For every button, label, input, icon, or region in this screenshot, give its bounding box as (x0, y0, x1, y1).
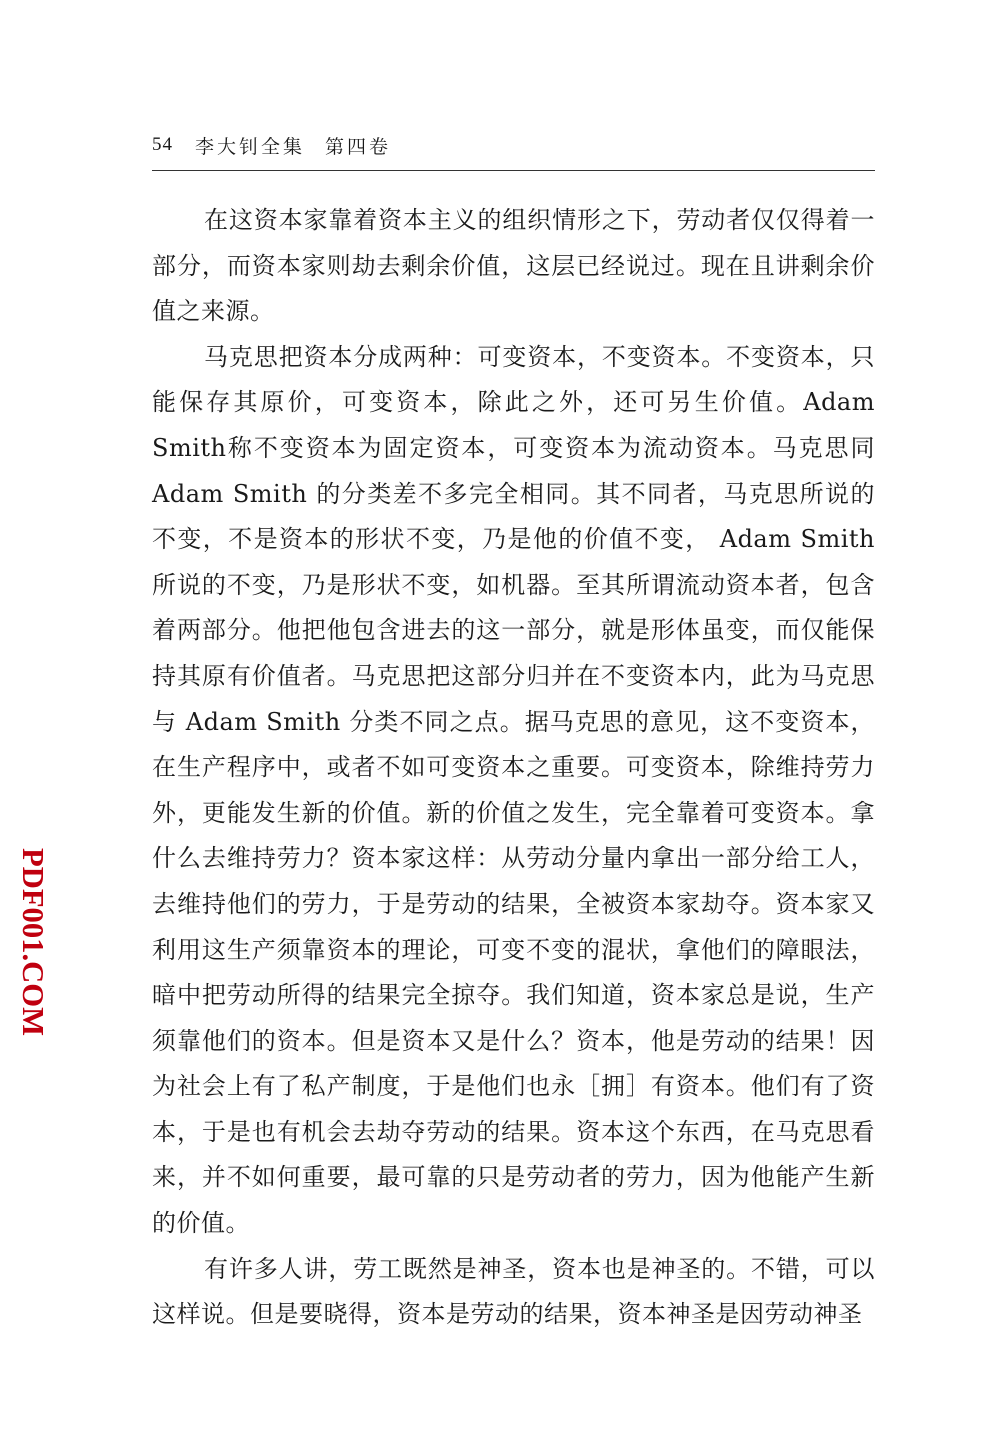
page-number: 54 (152, 134, 173, 155)
running-header (152, 128, 875, 162)
paragraph: 在这资本家靠着资本主义的组织情形之下，劳动者仅仅得着一部分，而资本家则劫去剩余价值，这层已经说过。现在且讲剩余价值之来源。 (152, 206, 875, 326)
body-text (152, 198, 875, 1338)
paragraph: 马克思把资本分成两种：可变资本，不变资本。不变资本，只能保存其原价，可变资本，除此之外，还可另生价值。Adam Smith称不变资本为固定资本，可变资本为流动资本。马克思同 Adam Smith 的分类差不多完全相同。其不同者，马克思所说的不变，不是资本的形状不变，乃是他的价值不变， Adam Smith 所说的不变，乃是形状不变，如机器。至其所谓流动资本者，包含着两部分。他把他包含进去的这一部分，就是形体虽变，而仅能保持其原有价值者。马克思把这部分归并在不变资本内，此为马克思与 Adam Smith 分类不同之点。据马克思的意见，这不变资本，在生产程序中，或者不如可变资本之重要。可变资本，除维持劳力外，更能发生新的价值。新的价值之发生，完全靠着可变资本。拿什么去维持劳力？资本家这样：从劳动分量内拿出一部分给工人，去维持他们的劳力，于是劳动的结果，全被资本家劫夺。资本家又利用这生产须靠资本的理论，可变不变的混状，拿他们的障眼法，暗中把劳动所得的结果完全掠夺。我们知道，资本家总是说，生产须靠他们的资本。但是资本又是什么？资本，他是劳动的结果！因为社会上有了私产制度，于是他们也永［拥］有资本。他们有了资本，于是也有机会去劫夺劳动的结果。资本这个东西，在马克思看来，并不如何重要，最可靠的只是劳动者的劳力，因为他能产生新的价值。 (152, 342, 875, 1238)
volume-label: 第四卷 (325, 135, 392, 158)
watermark (0, 848, 51, 1039)
paragraph: 有许多人讲，劳工既然是神圣，资本也是神圣的。不错，可以这样说。但是要晓得，资本是劳动的结果，资本神圣是因劳动神圣 (152, 1254, 875, 1329)
book-title: 李大钊全集 (195, 135, 306, 158)
watermark-text: PDF001.COM (16, 848, 51, 1039)
header-rule (152, 170, 875, 171)
